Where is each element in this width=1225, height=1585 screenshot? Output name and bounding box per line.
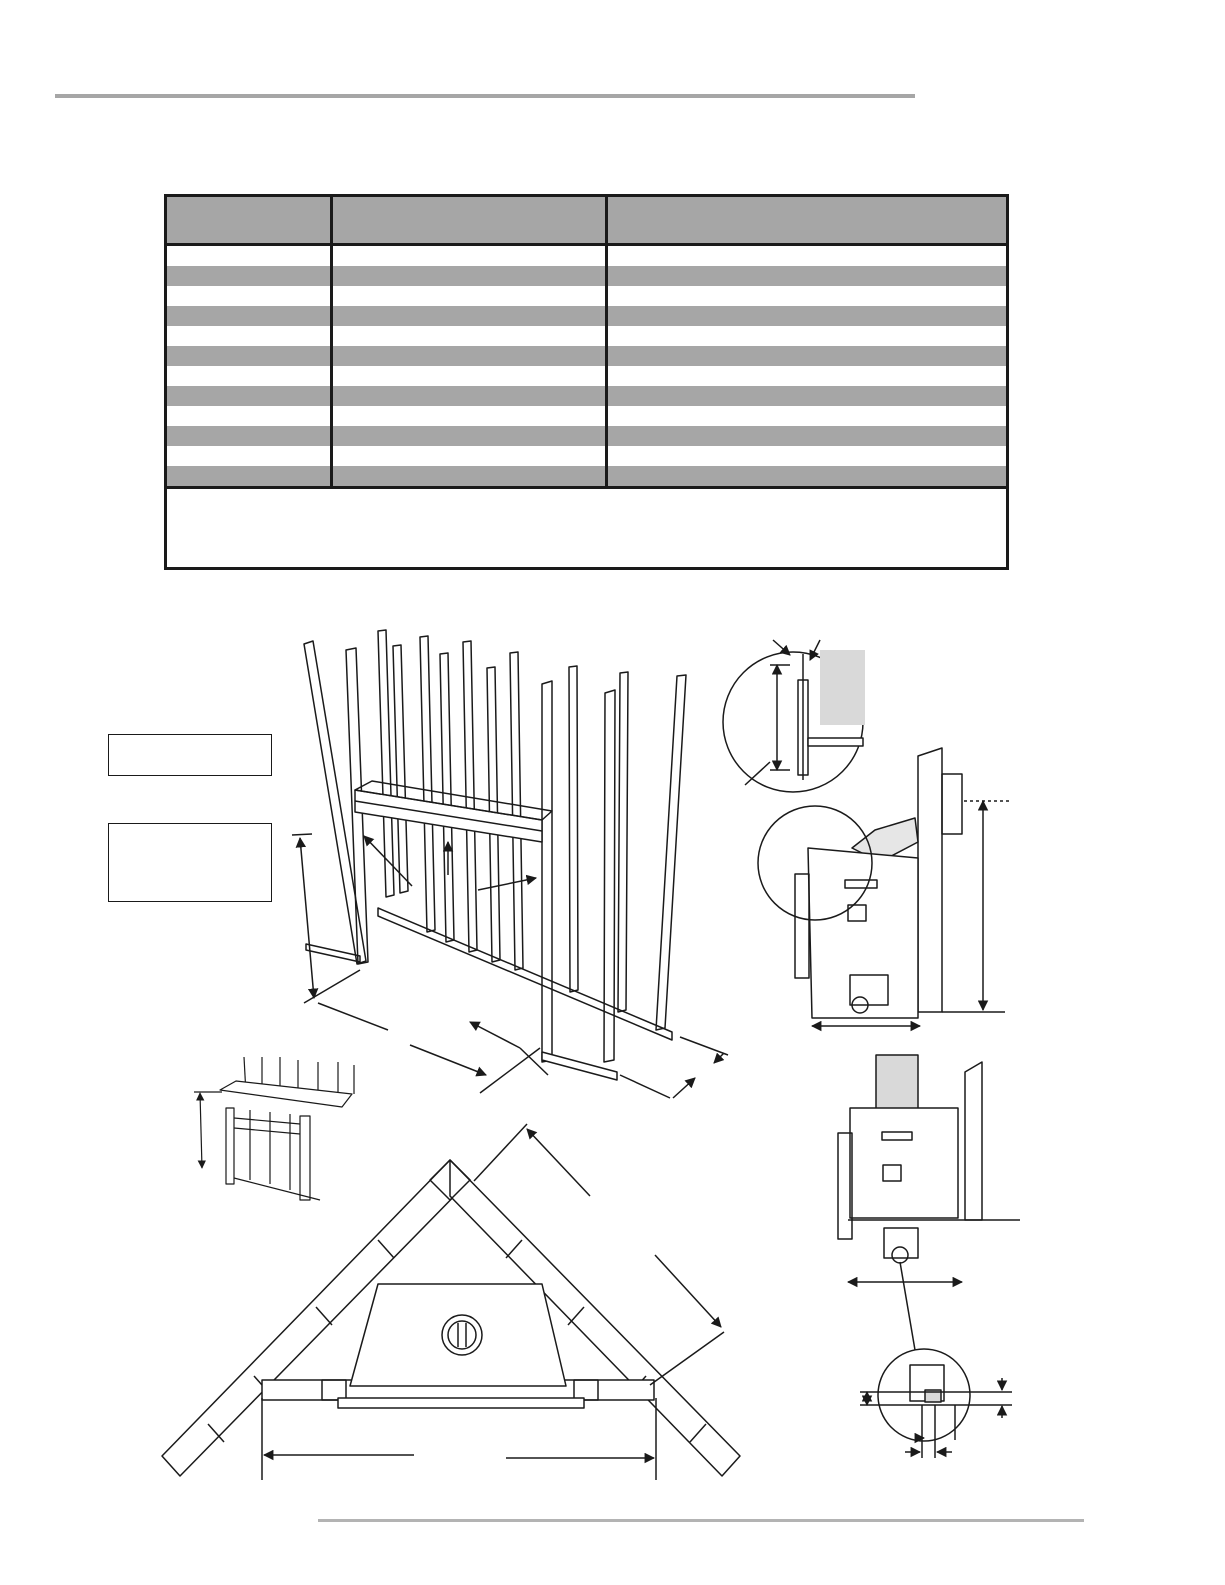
unit-side-view-lower — [838, 1055, 1020, 1350]
footer-rule — [318, 1519, 1084, 1522]
unit-side-view-upper — [758, 748, 1012, 1026]
detail-circle-top — [723, 640, 865, 792]
corner-plan-view — [162, 1124, 740, 1480]
framing-wall-perspective — [292, 630, 728, 1098]
mantel-sketch — [194, 1057, 354, 1200]
detail-circle-bottom — [860, 1349, 1012, 1458]
